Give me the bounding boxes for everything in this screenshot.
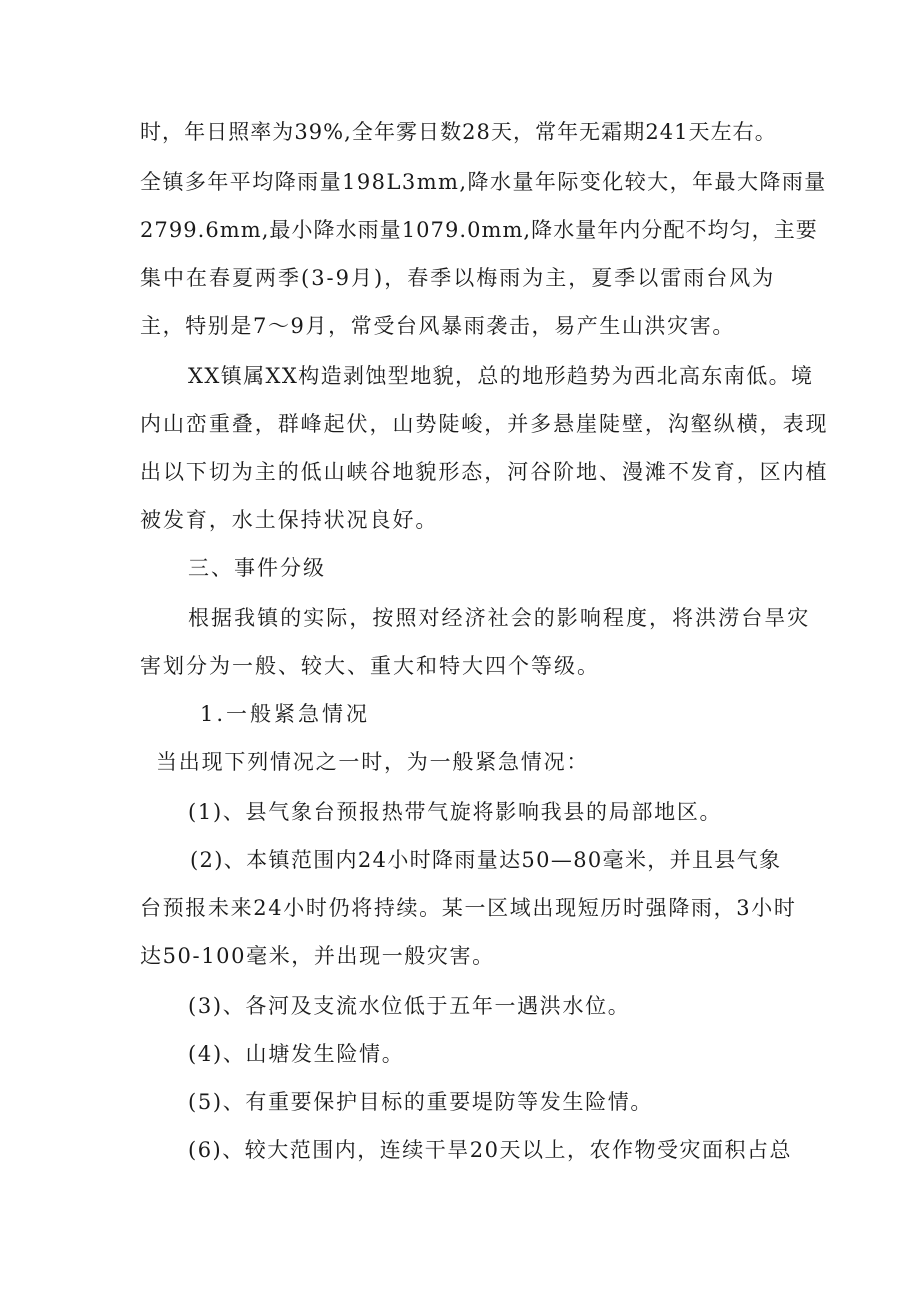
- paragraph-line: 被发育，水土保持状况良好。: [140, 508, 439, 532]
- list-item-continuation: 达50-100毫米，并出现一般灾害。: [140, 944, 495, 968]
- list-item-continuation: 台预报未来24小时仍将持续。某一区域出现短历时强降雨，3小时: [140, 896, 797, 920]
- list-item: (3)、各河及支流水位低于五年一遇洪水位。: [188, 994, 631, 1018]
- paragraph-line: 根据我镇的实际，按照对经济社会的影响程度，将洪涝台旱灾: [188, 606, 811, 630]
- paragraph-line: 害划分为一般、较大、重大和特大四个等级。: [140, 654, 600, 678]
- paragraph-line: XX镇属XX构造剥蚀型地貌，总的地形趋势为西北高东南低。境: [188, 364, 814, 388]
- list-item: (6)、较大范围内，连续干旱20天以上，农作物受灾面积占总: [188, 1138, 792, 1162]
- paragraph-line: 内山峦重叠，群峰起伏，山势陡峻，并多悬崖陡壁，沟壑纵横，表现: [140, 412, 829, 436]
- list-item: (1)、县气象台预报热带气旋将影响我县的局部地区。: [188, 800, 723, 824]
- paragraph-line: 主，特别是7～9月，常受台风暴雨袭击，易产生山洪灾害。: [140, 314, 735, 338]
- list-item: (4)、山塘发生险情。: [188, 1042, 405, 1066]
- paragraph-line: 时，年日照率为39%,全年雾日数28天，常年无霜期241天左右。: [140, 120, 777, 144]
- list-item: (5)、有重要保护目标的重要堤防等发生险情。: [188, 1090, 654, 1114]
- section-heading: 三、事件分级: [188, 556, 326, 580]
- paragraph-line: 出以下切为主的低山峡谷地貌形态，河谷阶地、漫滩不发育，区内植: [140, 460, 829, 484]
- paragraph-line: 2799.6mm,最小降水雨量1079.0mm,降水量年内分配不均匀，主要: [140, 218, 818, 242]
- list-item: (2)、本镇范围内24小时降雨量达50—80毫米，并且县气象: [190, 848, 782, 872]
- paragraph-line: 全镇多年平均降雨量198L3mm,降水量年际变化较大，年最大降雨量: [140, 170, 827, 194]
- paragraph-line: 集中在春夏两季(3-9月)，春季以梅雨为主，夏季以雷雨台风为: [140, 266, 776, 290]
- paragraph-line: 当出现下列情况之一时，为一般紧急情况：: [156, 750, 590, 774]
- subsection-heading: 1.一般紧急情况: [200, 702, 371, 726]
